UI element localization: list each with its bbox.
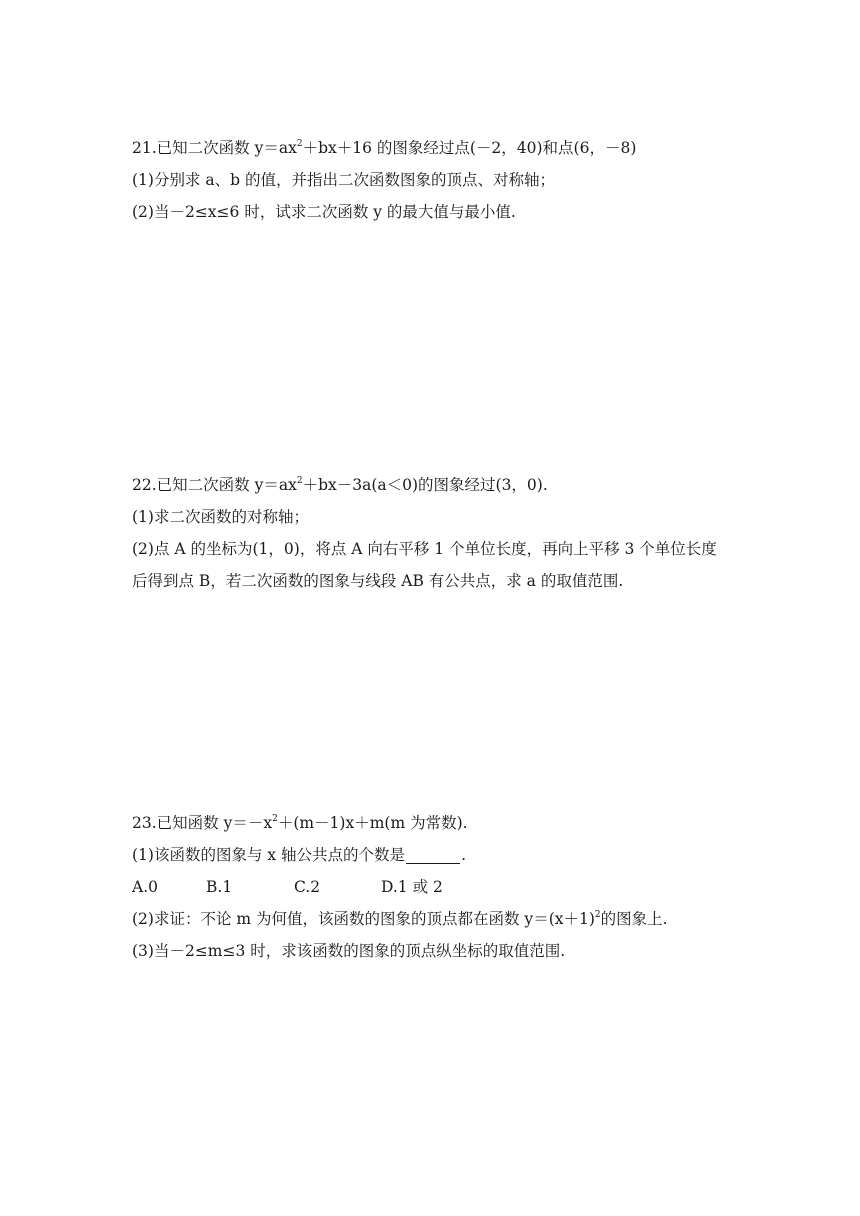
option-b: B.1: [206, 878, 233, 896]
q23-options: [132, 871, 752, 903]
q22-part-2-line-1: (2)点 A 的坐标为(1，0)，将点 A 向右平移 1 个单位长度，再向上平移 3 个单位长度: [132, 540, 717, 558]
q21-stem: 21.已知二次函数 $y=ax^2+bx+16$ 的图象经过点(－2，40)和点(6，－8): [132, 139, 637, 157]
q22-stem: 22.已知二次函数 $y=ax^2+bx-3a(a<0)$的图象经过(3，0).: [132, 476, 548, 494]
option-d: D.1 或 2: [381, 878, 443, 896]
question-21: [132, 132, 752, 228]
q21-part-1: (1)分别求 a、b 的值，并指出二次函数图象的顶点、对称轴；: [132, 171, 555, 189]
q23-part-1: (1)该函数的图象与 x 轴公共点的个数是 .: [132, 846, 466, 864]
question-23: [132, 807, 752, 967]
answer-blank: [406, 845, 460, 864]
q22-part-2-line-2: 后得到点 B，若二次函数的图象与线段 AB 有公共点，求 a 的取值范围.: [132, 572, 624, 590]
q22-part-1: (1)求二次函数的对称轴；: [132, 508, 309, 526]
option-a: A.0: [132, 878, 158, 896]
option-c: C.2: [294, 878, 321, 896]
q23-part-2: (2)求证：不论 m 为何值，该函数的图象的顶点都在函数 $y=(x+1)^2$的图象上.: [132, 910, 668, 928]
q23-part-3: (3)当－2≤m≤3 时，求该函数的图象的顶点纵坐标的取值范围.: [132, 942, 566, 960]
q21-part-2: (2)当－2≤x≤6 时，试求二次函数 y 的最大值与最小值.: [132, 203, 516, 221]
q23-stem: 23.已知函数 $y=-x^2+(m-1)x+m(m$ 为常数).: [132, 814, 468, 832]
question-22: [132, 469, 752, 597]
